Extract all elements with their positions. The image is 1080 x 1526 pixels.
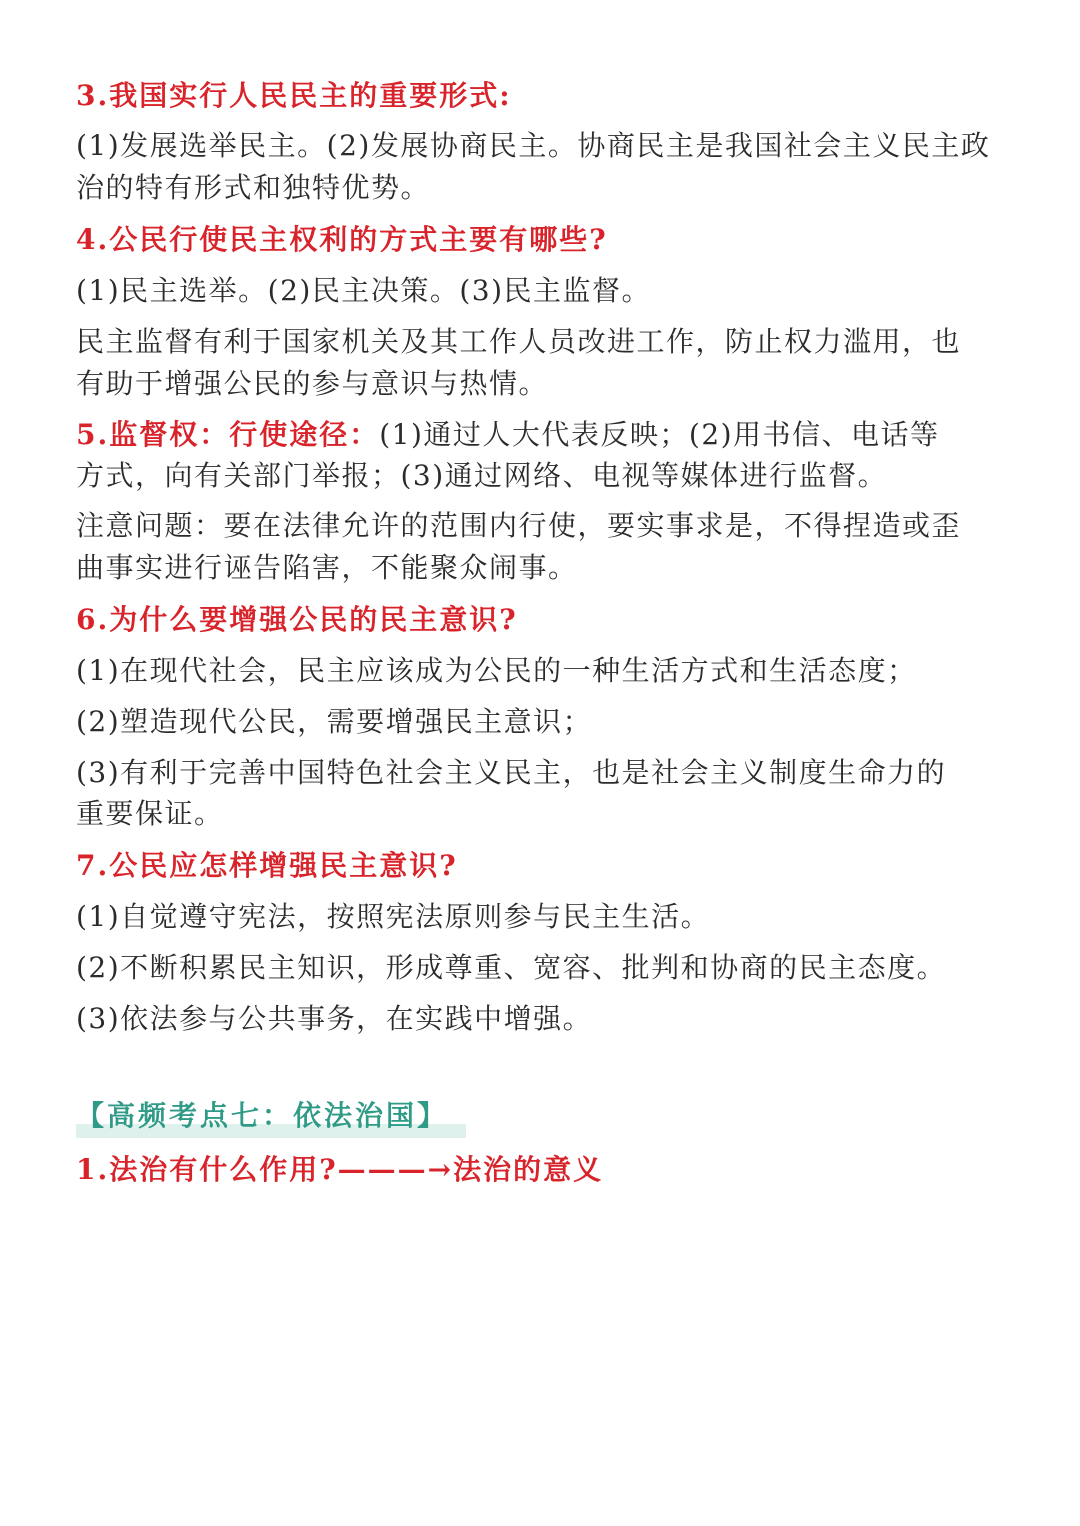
body-line: (3)有利于完善中国特色社会主义民主，也是社会主义制度生命力的 (76, 756, 947, 789)
body-line: 方式，向有关部门举报；(3)通过网络、电视等媒体进行监督。 (76, 459, 888, 492)
body-line: 民主监督有利于国家机关及其工作人员改进工作，防止权力滥用，也 (76, 325, 962, 358)
section-heading-5: 5.监督权：行使途径： (76, 418, 380, 451)
section-heading-4: 4.公民行使民主权利的方式主要有哪些? (76, 223, 608, 256)
body-line: (1)发展选举民主。(2)发展协商民主。协商民主是我国社会主义民主政 (76, 129, 991, 162)
section-heading-3: 3.我国实行人民民主的重要形式: (76, 79, 512, 112)
body-line: (3)依法参与公共事务，在实践中增强。 (76, 1002, 593, 1035)
body-line: 注意问题：要在法律允许的范围内行使，要实事求是，不得捏造或歪 (76, 509, 962, 542)
body-line: (1)在现代社会，民主应该成为公民的一种生活方式和生活态度； (76, 654, 917, 687)
section-heading-7: 7.公民应怎样增强民主意识? (76, 849, 458, 882)
section-line-5 (76, 415, 940, 455)
body-line: (2)不断积累民主知识，形成尊重、宽容、批判和协商的民主态度。 (76, 951, 947, 984)
final-heading: 1.法治有什么作用?———→法治的意义 (76, 1153, 604, 1186)
body-line: 有助于增强公民的参与意识与热情。 (76, 367, 549, 400)
body-inline-text: (1)通过人大代表反映；(2)用书信、电话等 (379, 418, 940, 451)
section-heading-6: 6.为什么要增强公民的民主意识? (76, 603, 518, 636)
body-line: (1)民主选举。(2)民主决策。(3)民主监督。 (76, 274, 651, 307)
body-line: 曲事实进行诬告陷害，不能聚众闹事。 (76, 551, 578, 584)
topic-tag: 【高频考点七：依法治国】 (76, 1094, 466, 1138)
body-line: (1)自觉遵守宪法，按照宪法原则参与民主生活。 (76, 900, 711, 933)
body-line: (2)塑造现代公民，需要增强民主意识； (76, 705, 593, 738)
body-line: 治的特有形式和独特优势。 (76, 171, 431, 204)
body-line: 重要保证。 (76, 797, 224, 830)
